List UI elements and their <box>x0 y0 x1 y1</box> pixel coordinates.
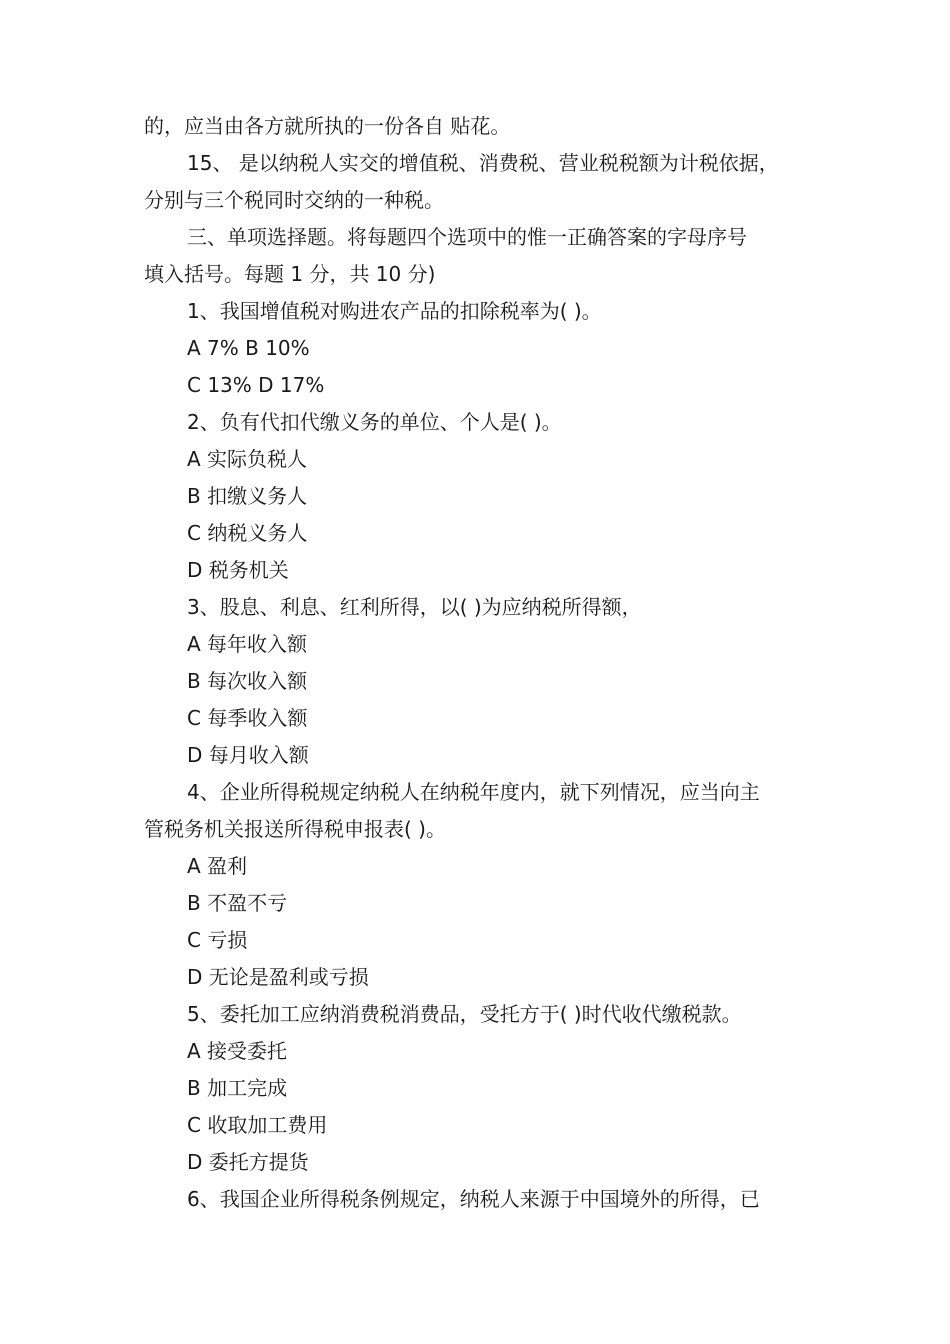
text-line: 三、单项选择题。将每题四个选项中的惟一正确答案的字母序号 <box>187 225 747 249</box>
document-body <box>144 108 834 1218</box>
text-line: 分别与三个税同时交纳的一种税。 <box>144 188 444 212</box>
text-line: D 委托方提货 <box>187 1150 309 1174</box>
text-line: C 收取加工费用 <box>187 1113 328 1137</box>
text-line: D 税务机关 <box>187 558 289 582</box>
text-line: 4、企业所得税规定纳税人在纳税年度内，就下列情况，应当向主 <box>187 780 760 804</box>
text-line: 15、 是以纳税人实交的增值税、消费税、营业税税额为计税依据， <box>187 151 779 175</box>
text-line: 6、我国企业所得税条例规定，纳税人来源于中国境外的所得，已 <box>187 1187 760 1211</box>
text-line: B 加工完成 <box>187 1076 288 1100</box>
text-line: B 每次收入额 <box>187 669 308 693</box>
text-line: 2、负有代扣代缴义务的单位、个人是( )。 <box>187 410 562 434</box>
text-line: 管税务机关报送所得税申报表( )。 <box>144 817 446 841</box>
text-line: C 每季收入额 <box>187 706 308 730</box>
text-line: C 纳税义务人 <box>187 521 308 545</box>
text-line: 3、股息、利息、红利所得，以( )为应纳税所得额， <box>187 595 642 619</box>
text-line: 填入括号。每题 1 分，共 10 分) <box>144 262 436 286</box>
text-line: A 7% B 10% <box>187 336 310 360</box>
text-line: 5、委托加工应纳消费税消费品，受托方于( )时代收代缴税款。 <box>187 1002 742 1026</box>
text-line: D 每月收入额 <box>187 743 309 767</box>
text-line: A 每年收入额 <box>187 632 308 656</box>
text-line: 的，应当由各方就所执的一份各自 贴花。 <box>144 114 511 138</box>
text-line: C 13% D 17% <box>187 373 325 397</box>
text-line: A 盈利 <box>187 854 248 878</box>
text-line: 1、我国增值税对购进农产品的扣除税率为( )。 <box>187 299 602 323</box>
text-line: B 不盈不亏 <box>187 891 288 915</box>
text-line: B 扣缴义务人 <box>187 484 308 508</box>
text-line: C 亏损 <box>187 928 248 952</box>
text-line: D 无论是盈利或亏损 <box>187 965 369 989</box>
text-line: A 接受委托 <box>187 1039 288 1063</box>
text-line: A 实际负税人 <box>187 447 308 471</box>
